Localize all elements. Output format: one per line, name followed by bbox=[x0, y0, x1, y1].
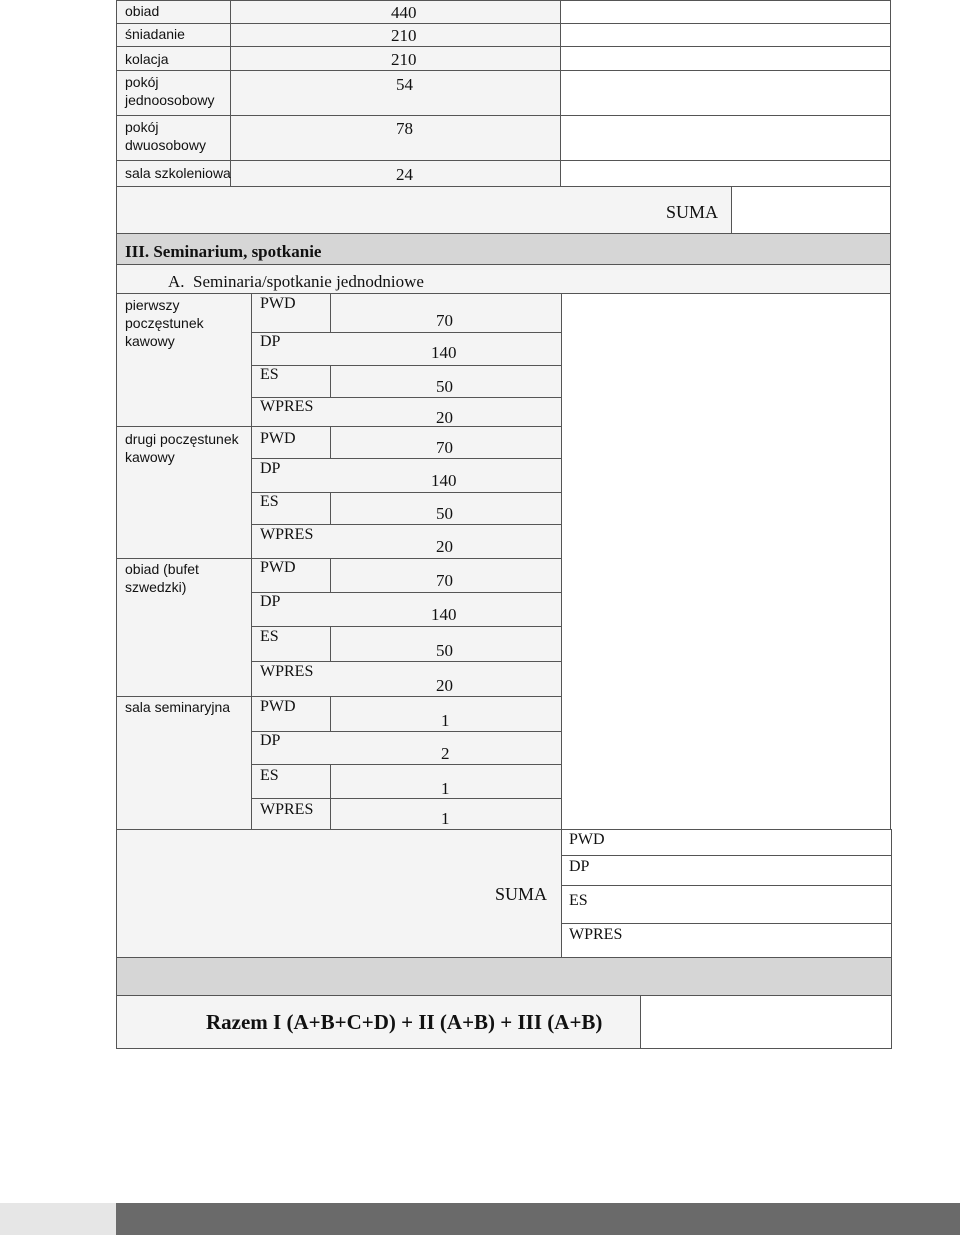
total-value-cell bbox=[640, 995, 892, 1049]
code-label: PWD bbox=[260, 295, 296, 312]
group-name: sala seminaryjna bbox=[125, 699, 231, 715]
group-divider bbox=[116, 558, 561, 559]
meal-name: obiad bbox=[125, 3, 160, 19]
row-divider bbox=[251, 592, 561, 593]
code-label: DP bbox=[260, 593, 281, 610]
row-divider bbox=[251, 731, 561, 732]
value-cell: 70 bbox=[436, 311, 453, 330]
meal-value: 24 bbox=[396, 165, 413, 184]
value-cell: 1 bbox=[441, 711, 450, 730]
value-cell: 50 bbox=[436, 377, 453, 396]
code-label: ES bbox=[260, 767, 279, 784]
code-label: DP bbox=[260, 732, 281, 749]
value-cell: 20 bbox=[436, 537, 453, 556]
separator-bar bbox=[116, 957, 892, 996]
meal-name: pokój jednoosobowy bbox=[125, 74, 215, 108]
code-value-divider bbox=[330, 492, 331, 525]
code-label: DP bbox=[260, 460, 281, 477]
meal-value: 78 bbox=[396, 119, 413, 138]
suma-bottom-label: SUMA bbox=[495, 884, 548, 904]
meal-blank-cell-5 bbox=[560, 115, 891, 161]
meal-name: sala szkoleniowa bbox=[125, 165, 231, 181]
suma-top-row bbox=[116, 186, 732, 234]
group-divider bbox=[116, 696, 561, 697]
suma-code-cell bbox=[561, 855, 892, 886]
suma-code: WPRES bbox=[569, 926, 623, 943]
group-name: drugi poczęstunek kawowy bbox=[125, 431, 239, 465]
total-label: Razem I (A+B+C+D) + II (A+B) + III (A+B) bbox=[206, 1010, 603, 1034]
code-label: ES bbox=[260, 628, 279, 645]
group-name: obiad (bufet szwedzki) bbox=[125, 561, 199, 595]
meal-value: 210 bbox=[391, 50, 417, 69]
code-label: WPRES bbox=[260, 526, 314, 543]
value-cell: 1 bbox=[441, 779, 450, 798]
section-a-title: A. Seminaria/spotkanie jednodniowe bbox=[168, 272, 424, 291]
meal-value: 54 bbox=[396, 75, 413, 94]
suma-code: DP bbox=[569, 858, 590, 875]
value-cell: 50 bbox=[436, 504, 453, 523]
code-label: PWD bbox=[260, 559, 296, 576]
suma-code: ES bbox=[569, 892, 588, 909]
code-value-divider bbox=[330, 293, 331, 333]
value-cell: 20 bbox=[436, 408, 453, 427]
code-value-divider bbox=[330, 365, 331, 398]
meal-blank-cell-2 bbox=[560, 23, 891, 47]
row-divider bbox=[251, 458, 561, 459]
code-value-divider bbox=[330, 696, 331, 731]
code-value-divider bbox=[330, 764, 331, 798]
row-divider bbox=[251, 626, 561, 627]
meal-name: kolacja bbox=[125, 51, 169, 67]
code-label: PWD bbox=[260, 698, 296, 715]
meal-value: 440 bbox=[391, 3, 417, 22]
value-cell: 50 bbox=[436, 641, 453, 660]
meal-blank-cell-1 bbox=[560, 0, 891, 24]
value-cell: 70 bbox=[436, 438, 453, 457]
code-label: ES bbox=[260, 493, 279, 510]
code-label: WPRES bbox=[260, 398, 314, 415]
suma-top-label: SUMA bbox=[666, 202, 719, 222]
page-bottom-strip-light bbox=[0, 1203, 116, 1235]
row-divider bbox=[251, 332, 561, 333]
row-divider bbox=[251, 365, 561, 366]
code-label: DP bbox=[260, 333, 281, 350]
value-cell: 70 bbox=[436, 571, 453, 590]
meal-name: śniadanie bbox=[125, 26, 185, 42]
row-divider bbox=[251, 524, 561, 525]
code-label: WPRES bbox=[260, 663, 314, 680]
code-value-divider bbox=[330, 426, 331, 459]
value-cell: 2 bbox=[441, 744, 450, 763]
value-cell: 140 bbox=[431, 471, 457, 490]
meal-blank-cell-4 bbox=[560, 70, 891, 116]
suma-code-cell bbox=[561, 885, 892, 924]
page-bottom-strip-dark bbox=[116, 1203, 960, 1235]
suma-code: PWD bbox=[569, 831, 605, 848]
meal-blank-cell-3 bbox=[560, 46, 891, 71]
meal-blank-cell-6 bbox=[560, 160, 891, 187]
code-value-divider bbox=[330, 798, 331, 830]
seminar-right-blank bbox=[561, 293, 891, 830]
suma-top-blank bbox=[731, 186, 891, 234]
row-divider bbox=[251, 661, 561, 662]
row-divider bbox=[251, 764, 561, 765]
row-divider bbox=[251, 798, 561, 799]
meal-value: 210 bbox=[391, 26, 417, 45]
meal-name: pokój dwuosobowy bbox=[125, 119, 206, 153]
group-name: pierwszy poczęstunek kawowy bbox=[125, 297, 204, 349]
code-label: WPRES bbox=[260, 801, 314, 818]
code-label: ES bbox=[260, 366, 279, 383]
value-cell: 140 bbox=[431, 343, 457, 362]
value-cell: 140 bbox=[431, 605, 457, 624]
code-column-divider bbox=[251, 293, 252, 830]
row-divider bbox=[251, 492, 561, 493]
code-value-divider bbox=[330, 558, 331, 592]
group-divider bbox=[116, 426, 561, 427]
suma-code-cell bbox=[561, 829, 892, 856]
value-cell: 20 bbox=[436, 676, 453, 695]
section-iii-title: III. Seminarium, spotkanie bbox=[125, 242, 322, 261]
value-cell: 1 bbox=[441, 809, 450, 828]
code-label: PWD bbox=[260, 430, 296, 447]
code-value-divider bbox=[330, 626, 331, 661]
